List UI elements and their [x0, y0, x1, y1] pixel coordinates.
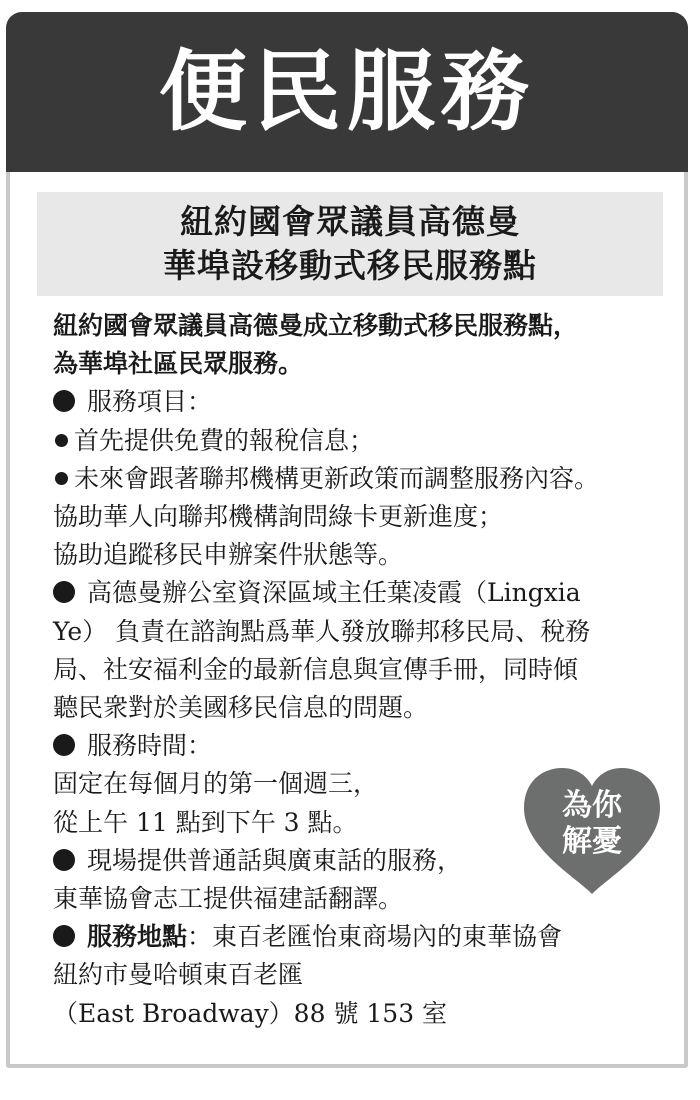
- location-line-1: [53, 918, 658, 956]
- intro-line-2: 為華埠社區民眾服務。: [53, 349, 304, 379]
- header-bar: [6, 12, 688, 172]
- services-item-1: [53, 422, 658, 460]
- services-item-2-cont-2: 協助追蹤移民申辦案件狀態等。: [53, 540, 404, 570]
- intro-line-1: 紐約國會眾議員高德曼成立移動式移民服務點，: [53, 311, 579, 340]
- hours-line-1: 固定在每個月的第一個週三，: [53, 769, 379, 799]
- bullet-icon: [53, 581, 75, 603]
- bullet-icon: [53, 390, 75, 412]
- languages-line-1-text: 現場提供普通話與廣東話的服務，: [87, 845, 463, 875]
- heart-badge-text: [522, 788, 662, 860]
- staff-line-4: 聽民衆對於美國移民信息的問題。: [53, 693, 429, 723]
- hours-heading-text: 服務時間：: [87, 731, 213, 761]
- location-line-3: （East Broadway）88 號 153 室: [53, 998, 448, 1028]
- services-heading-text: 服務項目：: [87, 387, 213, 417]
- staff-line-1: [53, 574, 658, 612]
- small-bullet-icon: [55, 434, 68, 447]
- article-body: [53, 307, 658, 1033]
- hours-line-2: 從上午 11 點到下午 3 點。: [53, 807, 358, 837]
- small-bullet-icon: [55, 472, 68, 485]
- heart-badge-line-1: 為你: [562, 788, 622, 823]
- languages-line-2: 東華協會志工提供福建話翻譯。: [53, 884, 404, 914]
- location-line-2: 紐約市曼哈頓東百老匯: [53, 960, 304, 990]
- services-item-2: [53, 460, 658, 498]
- location-label: 服務地點: [87, 922, 188, 952]
- bullet-icon: [53, 849, 75, 871]
- hours-heading: [53, 727, 658, 765]
- services-heading: [53, 383, 658, 421]
- page-title: 便民服務: [158, 40, 535, 143]
- staff-line-1-text: 高德曼辦公室資深區域主任葉凌霞（Lingxia: [87, 578, 581, 608]
- heart-badge: [522, 766, 662, 896]
- location-value: ：東百老匯怡東商場內的東華協會: [187, 922, 563, 952]
- staff-line-3: 局、社安福利金的最新信息與宣傳手冊，同時傾: [53, 654, 579, 684]
- bullet-icon: [53, 925, 75, 947]
- article-headline: [37, 192, 663, 296]
- headline-line-1: 紐約國會眾議員高德曼: [180, 202, 520, 241]
- services-item-2-cont-1: 協助華人向聯邦機構詢問綠卡更新進度；: [53, 502, 504, 532]
- staff-line-2: Ye） 負責在諮詢點爲華人發放聯邦移民局、稅務: [53, 616, 591, 646]
- bullet-icon: [53, 734, 75, 756]
- heart-badge-line-2: 解憂: [562, 824, 622, 859]
- headline-line-2: 華埠設移動式移民服務點: [163, 246, 537, 285]
- services-item-2-text: 未來會跟著聯邦機構更新政策而調整服務內容。: [74, 463, 600, 493]
- services-item-1-text: 首先提供免費的報稅信息；: [74, 425, 375, 455]
